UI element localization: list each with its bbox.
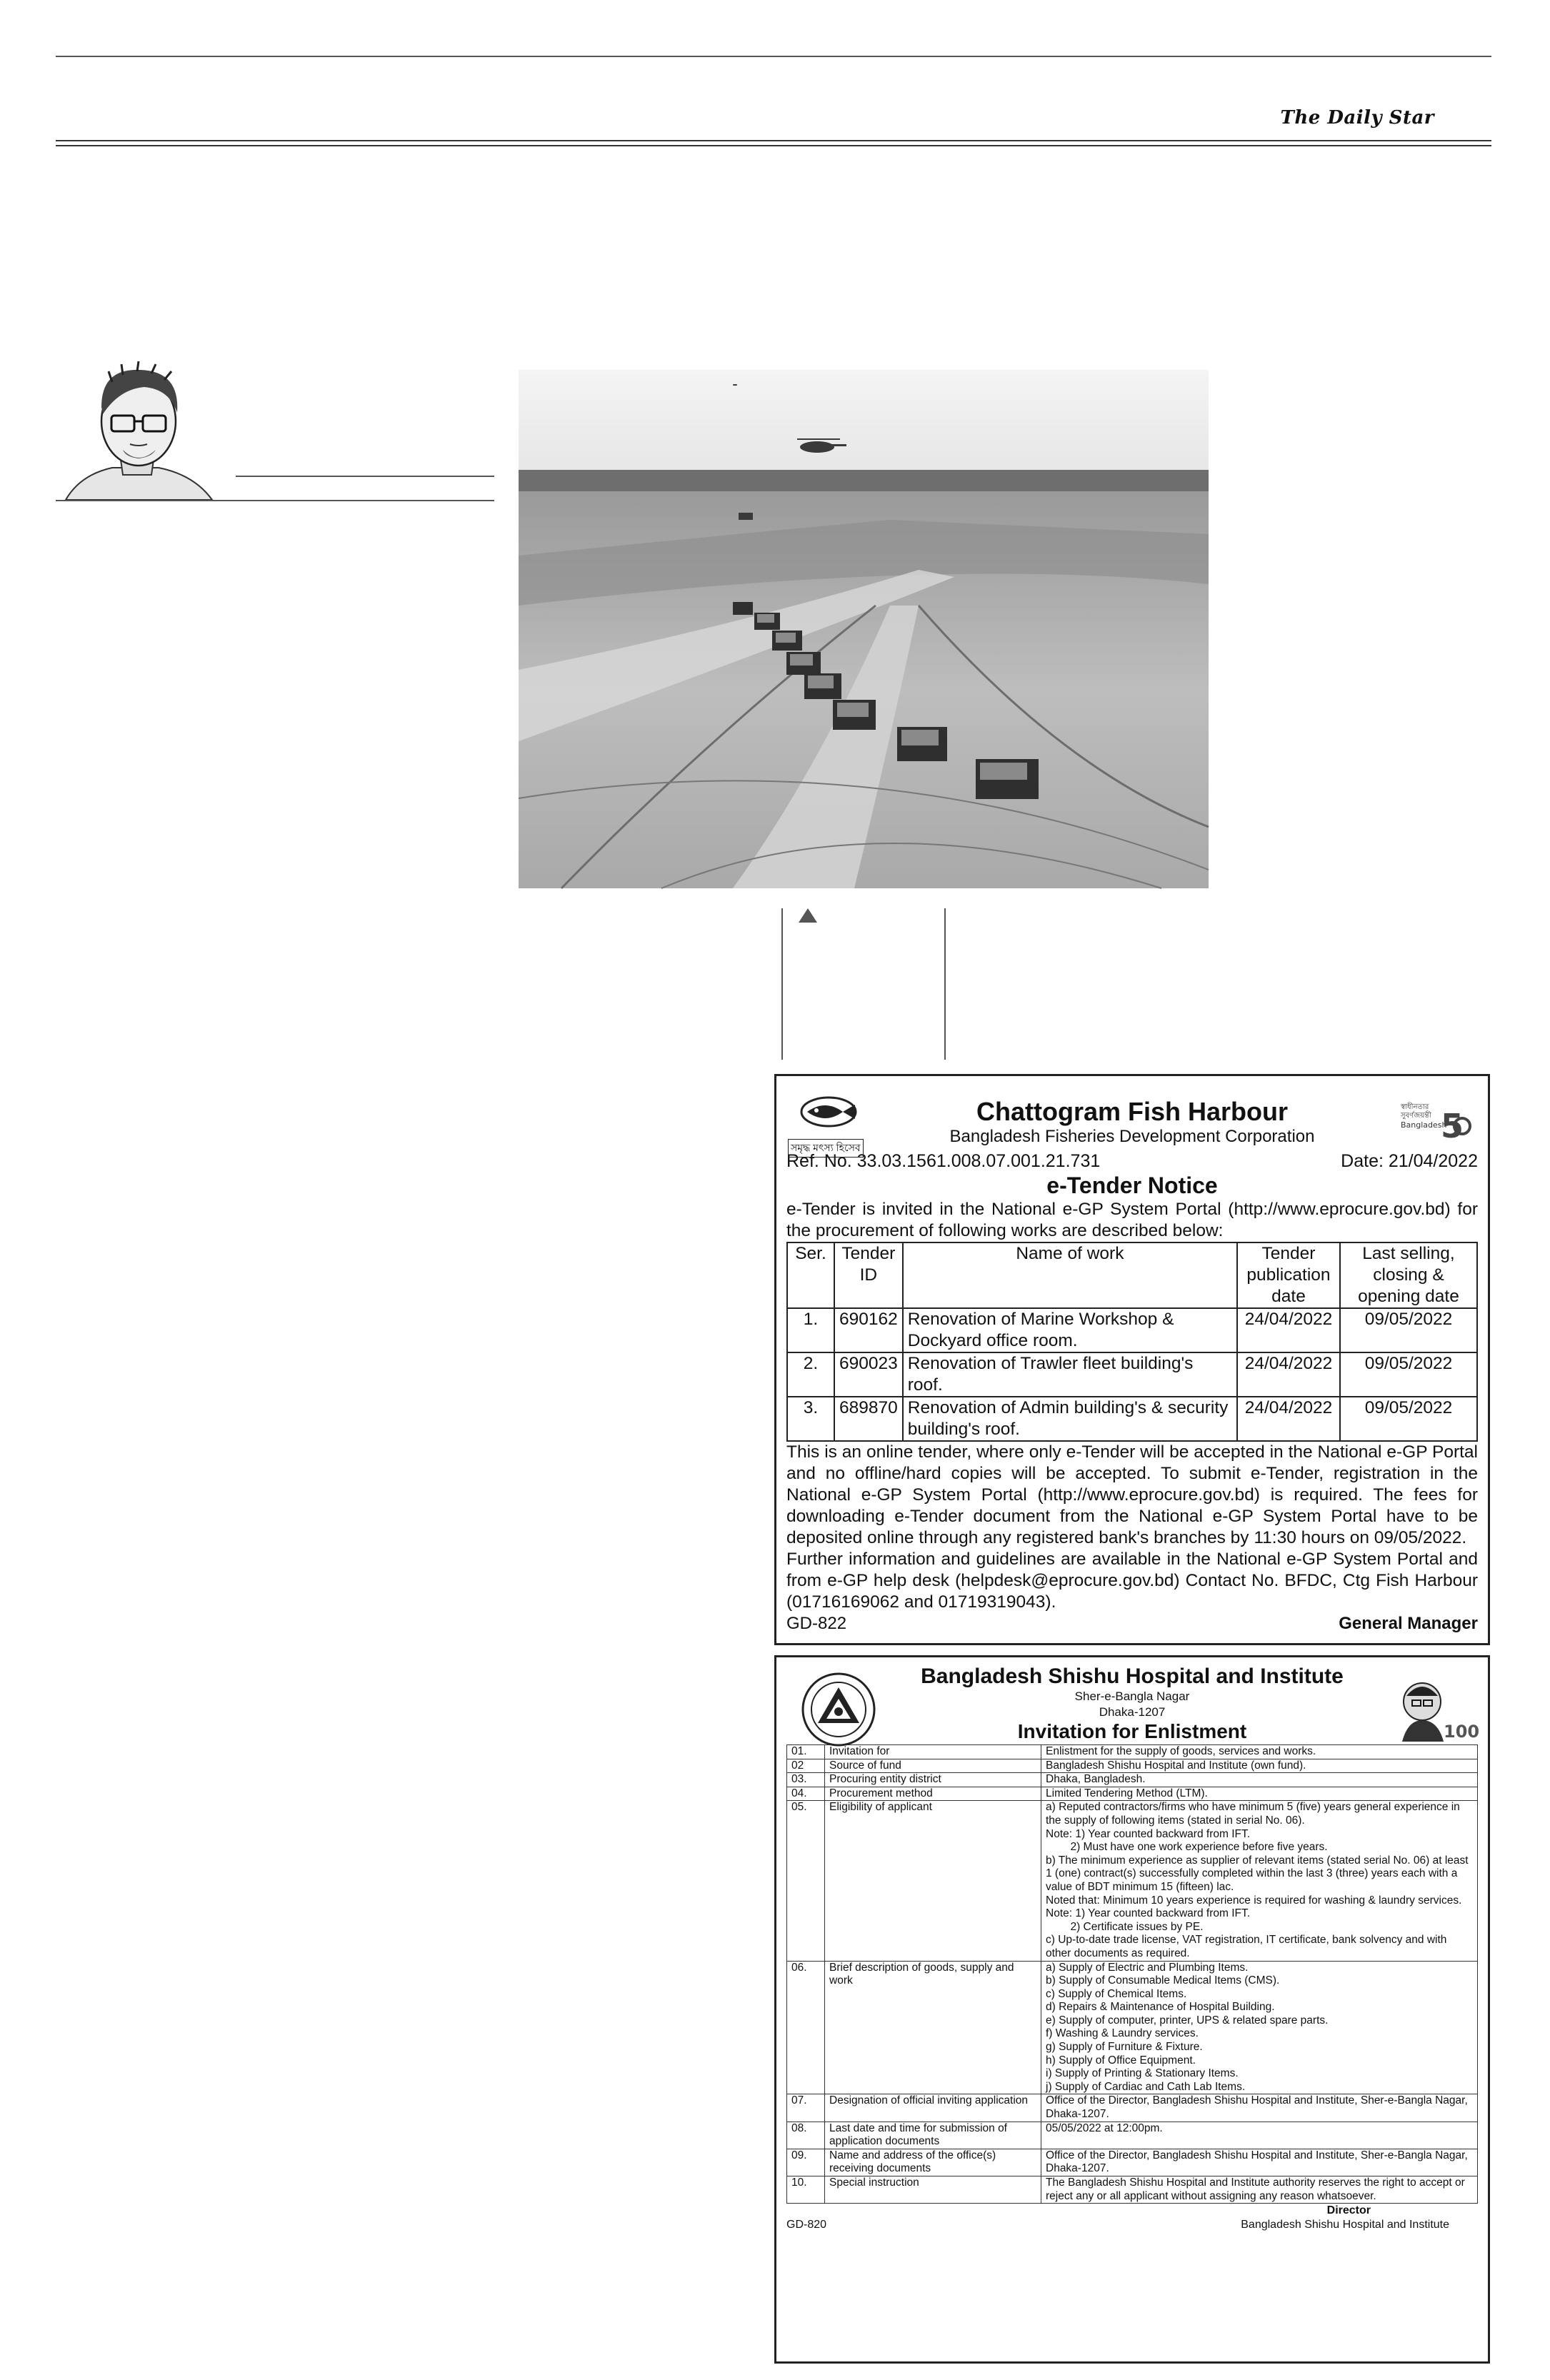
row-serial: 01. bbox=[787, 1745, 825, 1759]
table-row bbox=[787, 1773, 1478, 1787]
header-rule-2 bbox=[56, 145, 1491, 146]
row-tender-id: 690162 bbox=[834, 1308, 903, 1352]
svg-text:Bangladesh: Bangladesh bbox=[1401, 1120, 1447, 1130]
row-name-of-work: Renovation of Marine Workshop & Dockyard office room. bbox=[903, 1308, 1237, 1352]
ad2-title: Bangladesh Shishu Hospital and Institute bbox=[921, 1665, 1344, 1688]
row-closing-date: 09/05/2022 bbox=[1340, 1397, 1477, 1441]
shishu-hospital-enlistment-ad bbox=[774, 1655, 1490, 2364]
table-row bbox=[787, 1745, 1478, 1759]
ad1-body-2: Further information and guidelines are available in the National e-GP System Portal and from e-GP help desk (helpdesk@eprocure.gov.bd) Contact No. BFDC, Ctg Fish Harbour (01716169062 and 01719319043). bbox=[786, 1550, 1478, 1612]
author-sketch bbox=[51, 350, 223, 507]
ad1-table-header bbox=[787, 1242, 1477, 1308]
ad1-title: Chattogram Fish Harbour bbox=[976, 1097, 1289, 1126]
row-details: Office of the Director, Bangladesh Shishu Hospital and Institute, Sher-e-Bangla Nagar, Dhaka-1207. bbox=[1041, 2094, 1478, 2122]
row-item: Procuring entity district bbox=[825, 1773, 1041, 1787]
row-publication-date: 24/04/2022 bbox=[1237, 1308, 1340, 1352]
svg-text:100: 100 bbox=[1444, 1722, 1480, 1742]
row-item: Eligibility of applicant bbox=[825, 1801, 1041, 1961]
row-serial: 06. bbox=[787, 1961, 825, 2094]
ad1-gd-number: GD-822 bbox=[786, 1614, 847, 1633]
row-details: The Bangladesh Shishu Hospital and Institute authority reserves the right to accept or reject any or all applicant without assigning any reason whatsoever. bbox=[1041, 2176, 1478, 2204]
row-item: Brief description of goods, supply and work bbox=[825, 1961, 1041, 2094]
row-ser: 1. bbox=[787, 1308, 834, 1352]
header-rule-1 bbox=[56, 140, 1491, 141]
fish-harbour-logo-icon bbox=[796, 1092, 861, 1142]
row-details: Enlistment for the supply of goods, services and works. bbox=[1041, 1745, 1478, 1759]
ad1-body-1: This is an online tender, where only e-Tender will be accepted in the National e-GP Portal and no offline/hard copies will be accepted. To submit e-Tender, registration in the National e-GP System Portal (http://www.eprocure.gov.bd) is required. The fees for downloading e-Tender document from the National e-GP System Portal have to be deposited online through any registered bank's branches by 11:30 hours on 09/05/2022. bbox=[786, 1442, 1478, 1547]
svg-text:5: 5 bbox=[1441, 1107, 1464, 1145]
row-details: Bangladesh Shishu Hospital and Institute (own fund). bbox=[1041, 1759, 1478, 1773]
row-item: Special instruction bbox=[825, 2176, 1041, 2204]
table-row bbox=[787, 2176, 1478, 2204]
caption-rule-right bbox=[944, 908, 946, 1060]
svg-text:সুবর্ণজয়ন্তী: সুবর্ণজয়ন্তী bbox=[1401, 1112, 1431, 1120]
row-serial: 07. bbox=[787, 2094, 825, 2122]
row-item: Source of fund bbox=[825, 1759, 1041, 1773]
military-convoy-photo bbox=[519, 370, 1209, 888]
row-details: 05/05/2022 at 12:00pm. bbox=[1041, 2122, 1478, 2149]
ad1-date: Date: 21/04/2022 bbox=[1341, 1151, 1478, 1171]
table-row bbox=[787, 1787, 1478, 1801]
mujib-portrait-icon bbox=[1394, 1673, 1480, 1744]
ad2-director: Director bbox=[1326, 2204, 1371, 2217]
ad1-intro: e-Tender is invited in the National e-GP System Portal (http://www.eprocure.gov.bd) for the procurement of following works are described below: bbox=[786, 1200, 1478, 1240]
author-rule-2 bbox=[56, 500, 494, 501]
ad1-subtitle: Bangladesh Fisheries Development Corporation bbox=[949, 1127, 1315, 1146]
table-row bbox=[787, 1352, 1477, 1397]
row-tender-id: 689870 bbox=[834, 1397, 903, 1441]
row-serial: 04. bbox=[787, 1787, 825, 1801]
col-closing-date: Last selling, closing & opening date bbox=[1340, 1242, 1477, 1308]
row-closing-date: 09/05/2022 bbox=[1340, 1352, 1477, 1397]
row-item: Name and address of the office(s) receiving documents bbox=[825, 2149, 1041, 2176]
row-serial: 10. bbox=[787, 2176, 825, 2204]
table-row bbox=[787, 2149, 1478, 2176]
ad1-signatory: General Manager bbox=[1339, 1614, 1478, 1633]
fish-harbour-tender-ad bbox=[774, 1074, 1490, 1645]
table-row bbox=[787, 1397, 1477, 1441]
table-row bbox=[787, 1961, 1478, 2094]
row-details: Limited Tendering Method (LTM). bbox=[1041, 1787, 1478, 1801]
svg-text:স্বাধীনতার: স্বাধীনতার bbox=[1401, 1103, 1429, 1111]
col-tender-id: Tender ID bbox=[834, 1242, 903, 1308]
ad2-invitation-title: Invitation for Enlistment bbox=[1017, 1720, 1247, 1742]
ad2-organisation: Bangladesh Shishu Hospital and Institute bbox=[1241, 2219, 1449, 2231]
row-item: Designation of official inviting application bbox=[825, 2094, 1041, 2122]
masthead: The Daily Star bbox=[1280, 107, 1434, 129]
ad1-ref-row bbox=[786, 1150, 1478, 1172]
col-name-of-work: Name of work bbox=[903, 1242, 1237, 1308]
row-ser: 3. bbox=[787, 1397, 834, 1441]
author-rule-1 bbox=[236, 476, 494, 477]
table-row bbox=[787, 1308, 1477, 1352]
ad2-gd-number: GD-820 bbox=[786, 2219, 827, 2231]
hospital-logo-icon bbox=[799, 1670, 878, 1749]
ad1-footer bbox=[786, 1613, 1478, 1635]
col-publication-date: Tender publication date bbox=[1237, 1242, 1340, 1308]
row-item: Invitation for bbox=[825, 1745, 1041, 1759]
mujib-50-logo-icon bbox=[1399, 1096, 1471, 1146]
logo-caption: সমৃদ্ধ মৎস্য হিসেব bbox=[788, 1139, 864, 1158]
row-details: a) Supply of Electric and Plumbing Items. b) Supply of Consumable Medical Items (CMS). c) Supply of Chemical Items. d) Repairs & Maintenance of Hospital Building. e) Supply of computer, printer, UPS & related spare parts. f) Washing & Laundry services. g) Supply of Furniture & Fixture. h) Supply of Office Equipment. i) Supply of Printing & Stationary Items. j) Supply of Cardiac and Cath Lab Items. bbox=[1041, 1961, 1478, 2094]
table-row bbox=[787, 1759, 1478, 1773]
row-name-of-work: Renovation of Admin building's & security building's roof. bbox=[903, 1397, 1237, 1441]
row-serial: 03. bbox=[787, 1773, 825, 1787]
row-item: Procurement method bbox=[825, 1787, 1041, 1801]
row-serial: 09. bbox=[787, 2149, 825, 2176]
caption-pointer-icon bbox=[799, 908, 817, 923]
ad1-notice-title: e-Tender Notice bbox=[1046, 1173, 1218, 1198]
row-serial: 05. bbox=[787, 1801, 825, 1961]
table-row bbox=[787, 1801, 1478, 1961]
ad2-footer bbox=[786, 2218, 1478, 2232]
table-row bbox=[787, 2122, 1478, 2149]
row-name-of-work: Renovation of Trawler fleet building's roof. bbox=[903, 1352, 1237, 1397]
row-details: Dhaka, Bangladesh. bbox=[1041, 1773, 1478, 1787]
ad1-tender-table bbox=[786, 1242, 1478, 1442]
row-closing-date: 09/05/2022 bbox=[1340, 1308, 1477, 1352]
ad1-ref-no: Ref. No. 33.03.1561.008.07.001.21.731 bbox=[786, 1151, 1101, 1171]
row-serial: 08. bbox=[787, 2122, 825, 2149]
row-tender-id: 690023 bbox=[834, 1352, 903, 1397]
row-details: a) Reputed contractors/firms who have minimum 5 (five) years general experience in the supply of following items (stated in serial No. 06). Note: 1) Year counted backward from IFT. 2) Must have one work experience before five years. b) The minimum experience as supplier of relevant items (stated serial No. 06) at least 1 (one) contract(s) successfully completed within the last 3 (three) years each with a value of BDT minimum 15 (fifteen) lac. Noted that: Minimum 10 years experience is required for washing & laundry services. Note: 1) Year counted backward from IFT. 2) Certificate issues by PE. c) Up-to-date trade license, VAT registration, IT certificate, bank solvency and with other documents as required. bbox=[1041, 1801, 1478, 1961]
col-ser: Ser. bbox=[787, 1242, 834, 1308]
top-rule bbox=[56, 56, 1491, 57]
row-details: Office of the Director, Bangladesh Shishu Hospital and Institute, Sher-e-Bangla Nagar, Dhaka-1207. bbox=[1041, 2149, 1478, 2176]
row-serial: 02 bbox=[787, 1759, 825, 1773]
ad2-address-2: Dhaka-1207 bbox=[1099, 1705, 1166, 1719]
row-publication-date: 24/04/2022 bbox=[1237, 1352, 1340, 1397]
ad2-enlistment-table bbox=[786, 1744, 1478, 2204]
table-row bbox=[787, 2094, 1478, 2122]
row-ser: 2. bbox=[787, 1352, 834, 1397]
row-publication-date: 24/04/2022 bbox=[1237, 1397, 1340, 1441]
row-item: Last date and time for submission of application documents bbox=[825, 2122, 1041, 2149]
ad2-address-1: Sher-e-Bangla Nagar bbox=[1074, 1689, 1190, 1703]
caption-rule-left bbox=[781, 908, 783, 1060]
